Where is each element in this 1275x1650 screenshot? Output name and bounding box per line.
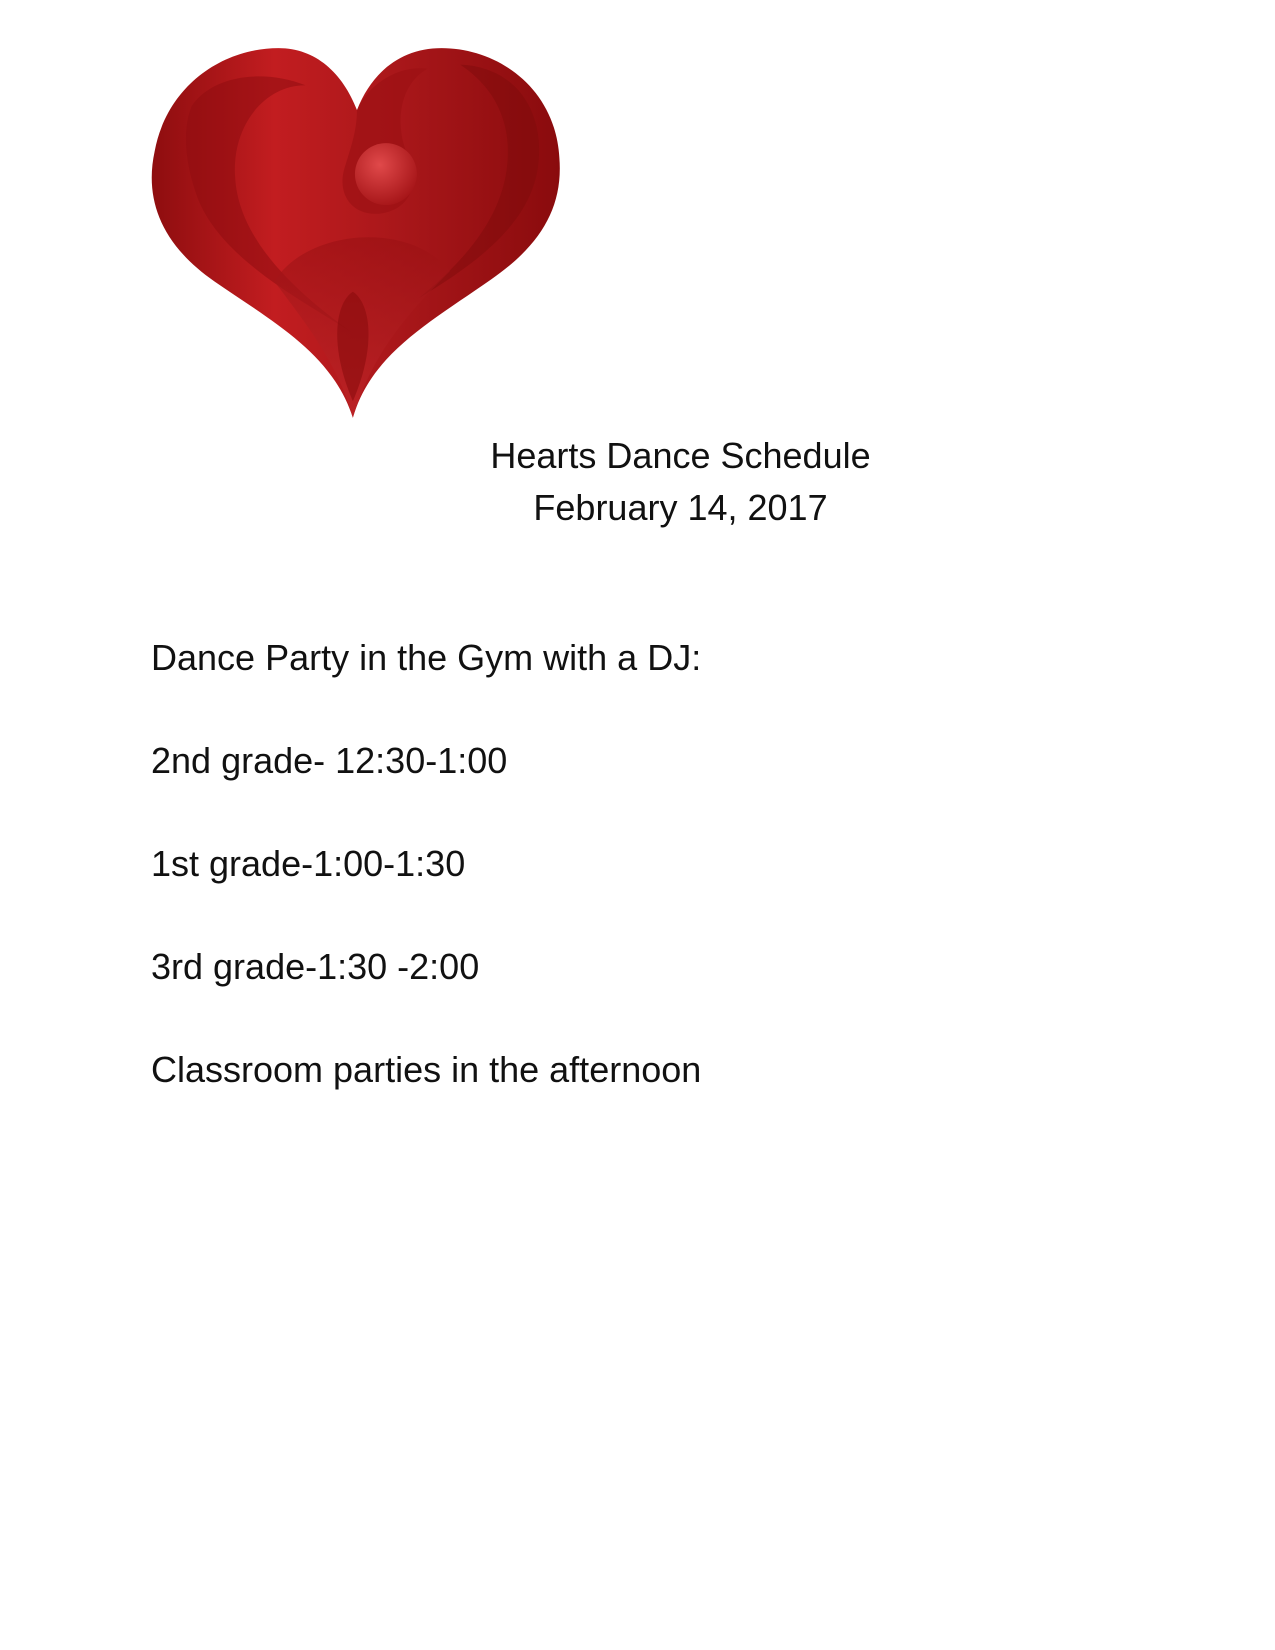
- document-body: [151, 636, 1151, 1151]
- document-header: [0, 430, 1275, 534]
- document-date: February 14, 2017: [533, 487, 828, 528]
- schedule-item: 2nd grade- 12:30-1:00: [151, 740, 508, 781]
- schedule-item: 1st grade-1:00-1:30: [151, 843, 466, 884]
- heart-illustration: [150, 44, 564, 426]
- schedule-item: 3rd grade-1:30 -2:00: [151, 946, 480, 987]
- document-title: Hearts Dance Schedule: [490, 435, 871, 476]
- closing-line: Classroom parties in the afternoon: [151, 1049, 702, 1090]
- intro-line: Dance Party in the Gym with a DJ:: [151, 637, 702, 678]
- heart-icon: [150, 44, 564, 426]
